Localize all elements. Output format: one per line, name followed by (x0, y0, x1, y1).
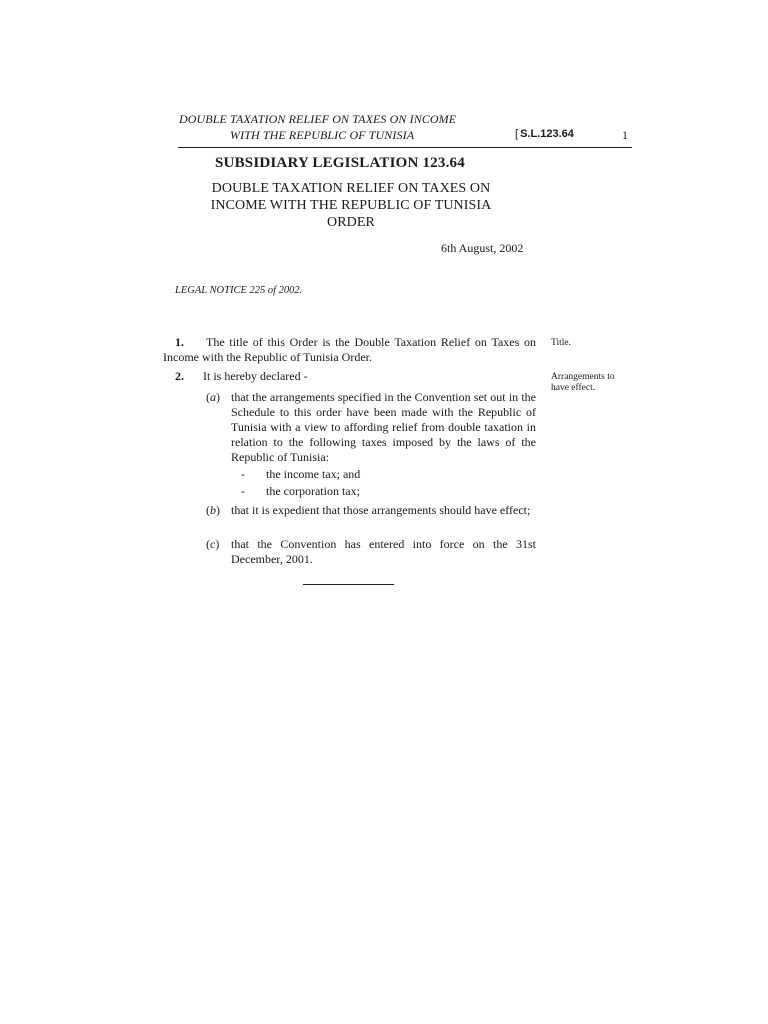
legal-notice (175, 285, 302, 296)
marginal-note-arrangements-line1: Arrangements to (551, 372, 615, 382)
section-2 (175, 369, 308, 384)
tax-list-item-text: the income tax; and (266, 467, 361, 481)
order-title-line1: DOUBLE TAXATION RELIEF ON TAXES ON (211, 181, 491, 196)
header-reference (515, 128, 574, 140)
clause-c-label: (c) (206, 537, 220, 551)
section-2-number: 2. (175, 369, 184, 383)
legal-notice-suffix: 2002. (276, 285, 303, 296)
order-title-line2: INCOME WITH THE REPUBLIC OF TUNISIA (210, 198, 492, 213)
order-title (175, 180, 527, 231)
section-1-number: 1. (175, 335, 184, 349)
tax-list-item-text: the corporation tax; (266, 484, 360, 498)
marginal-note-title: Title. (551, 338, 571, 348)
section-1-text: The title of this Order is the Double Taxation Relief on Taxes on Income with the Republic of Tunisia Order. (163, 335, 536, 364)
header-bracket: [ (515, 128, 519, 140)
legal-notice-of: of (267, 285, 277, 296)
marginal-note-arrangements (551, 372, 631, 394)
order-title-line3: ORDER (327, 215, 375, 230)
running-header-line2: WITH THE REPUBLIC OF TUNISIA (230, 128, 415, 142)
marginal-note-arrangements-line2: have effect. (551, 383, 596, 393)
clause-c-text: that the Convention has entered into force on the 31st December, 2001. (231, 537, 536, 566)
header-reference-code: S.L.123.64 (520, 128, 574, 140)
page-number: 1 (622, 128, 628, 142)
clause-b-text: that it is expedient that those arrangements should have effect; (231, 503, 531, 517)
clause-a-text: that the arrangements specified in the Convention set out in the Schedule to this order have been made with the Republic of Tunisia with a view to affording relief from double taxation in relation to the following taxes imposed by the laws of the Republic of Tunisia: (231, 390, 536, 464)
section-1 (163, 335, 536, 365)
clause-b-label: (b) (206, 503, 220, 517)
legal-notice-prefix: LEGAL NOTICE 225 (175, 285, 268, 296)
legislation-title: SUBSIDIARY LEGISLATION 123.64 (215, 155, 465, 171)
section-2-text: It is hereby declared - (203, 369, 308, 383)
running-header-line1: DOUBLE TAXATION RELIEF ON TAXES ON INCOME (179, 112, 457, 126)
list-dash: - (241, 484, 245, 498)
end-divider (303, 584, 394, 585)
clause-a-label: (a) (206, 390, 220, 404)
list-dash: - (241, 467, 245, 481)
order-date: 6th August, 2002 (441, 241, 524, 255)
header-divider (178, 147, 632, 148)
